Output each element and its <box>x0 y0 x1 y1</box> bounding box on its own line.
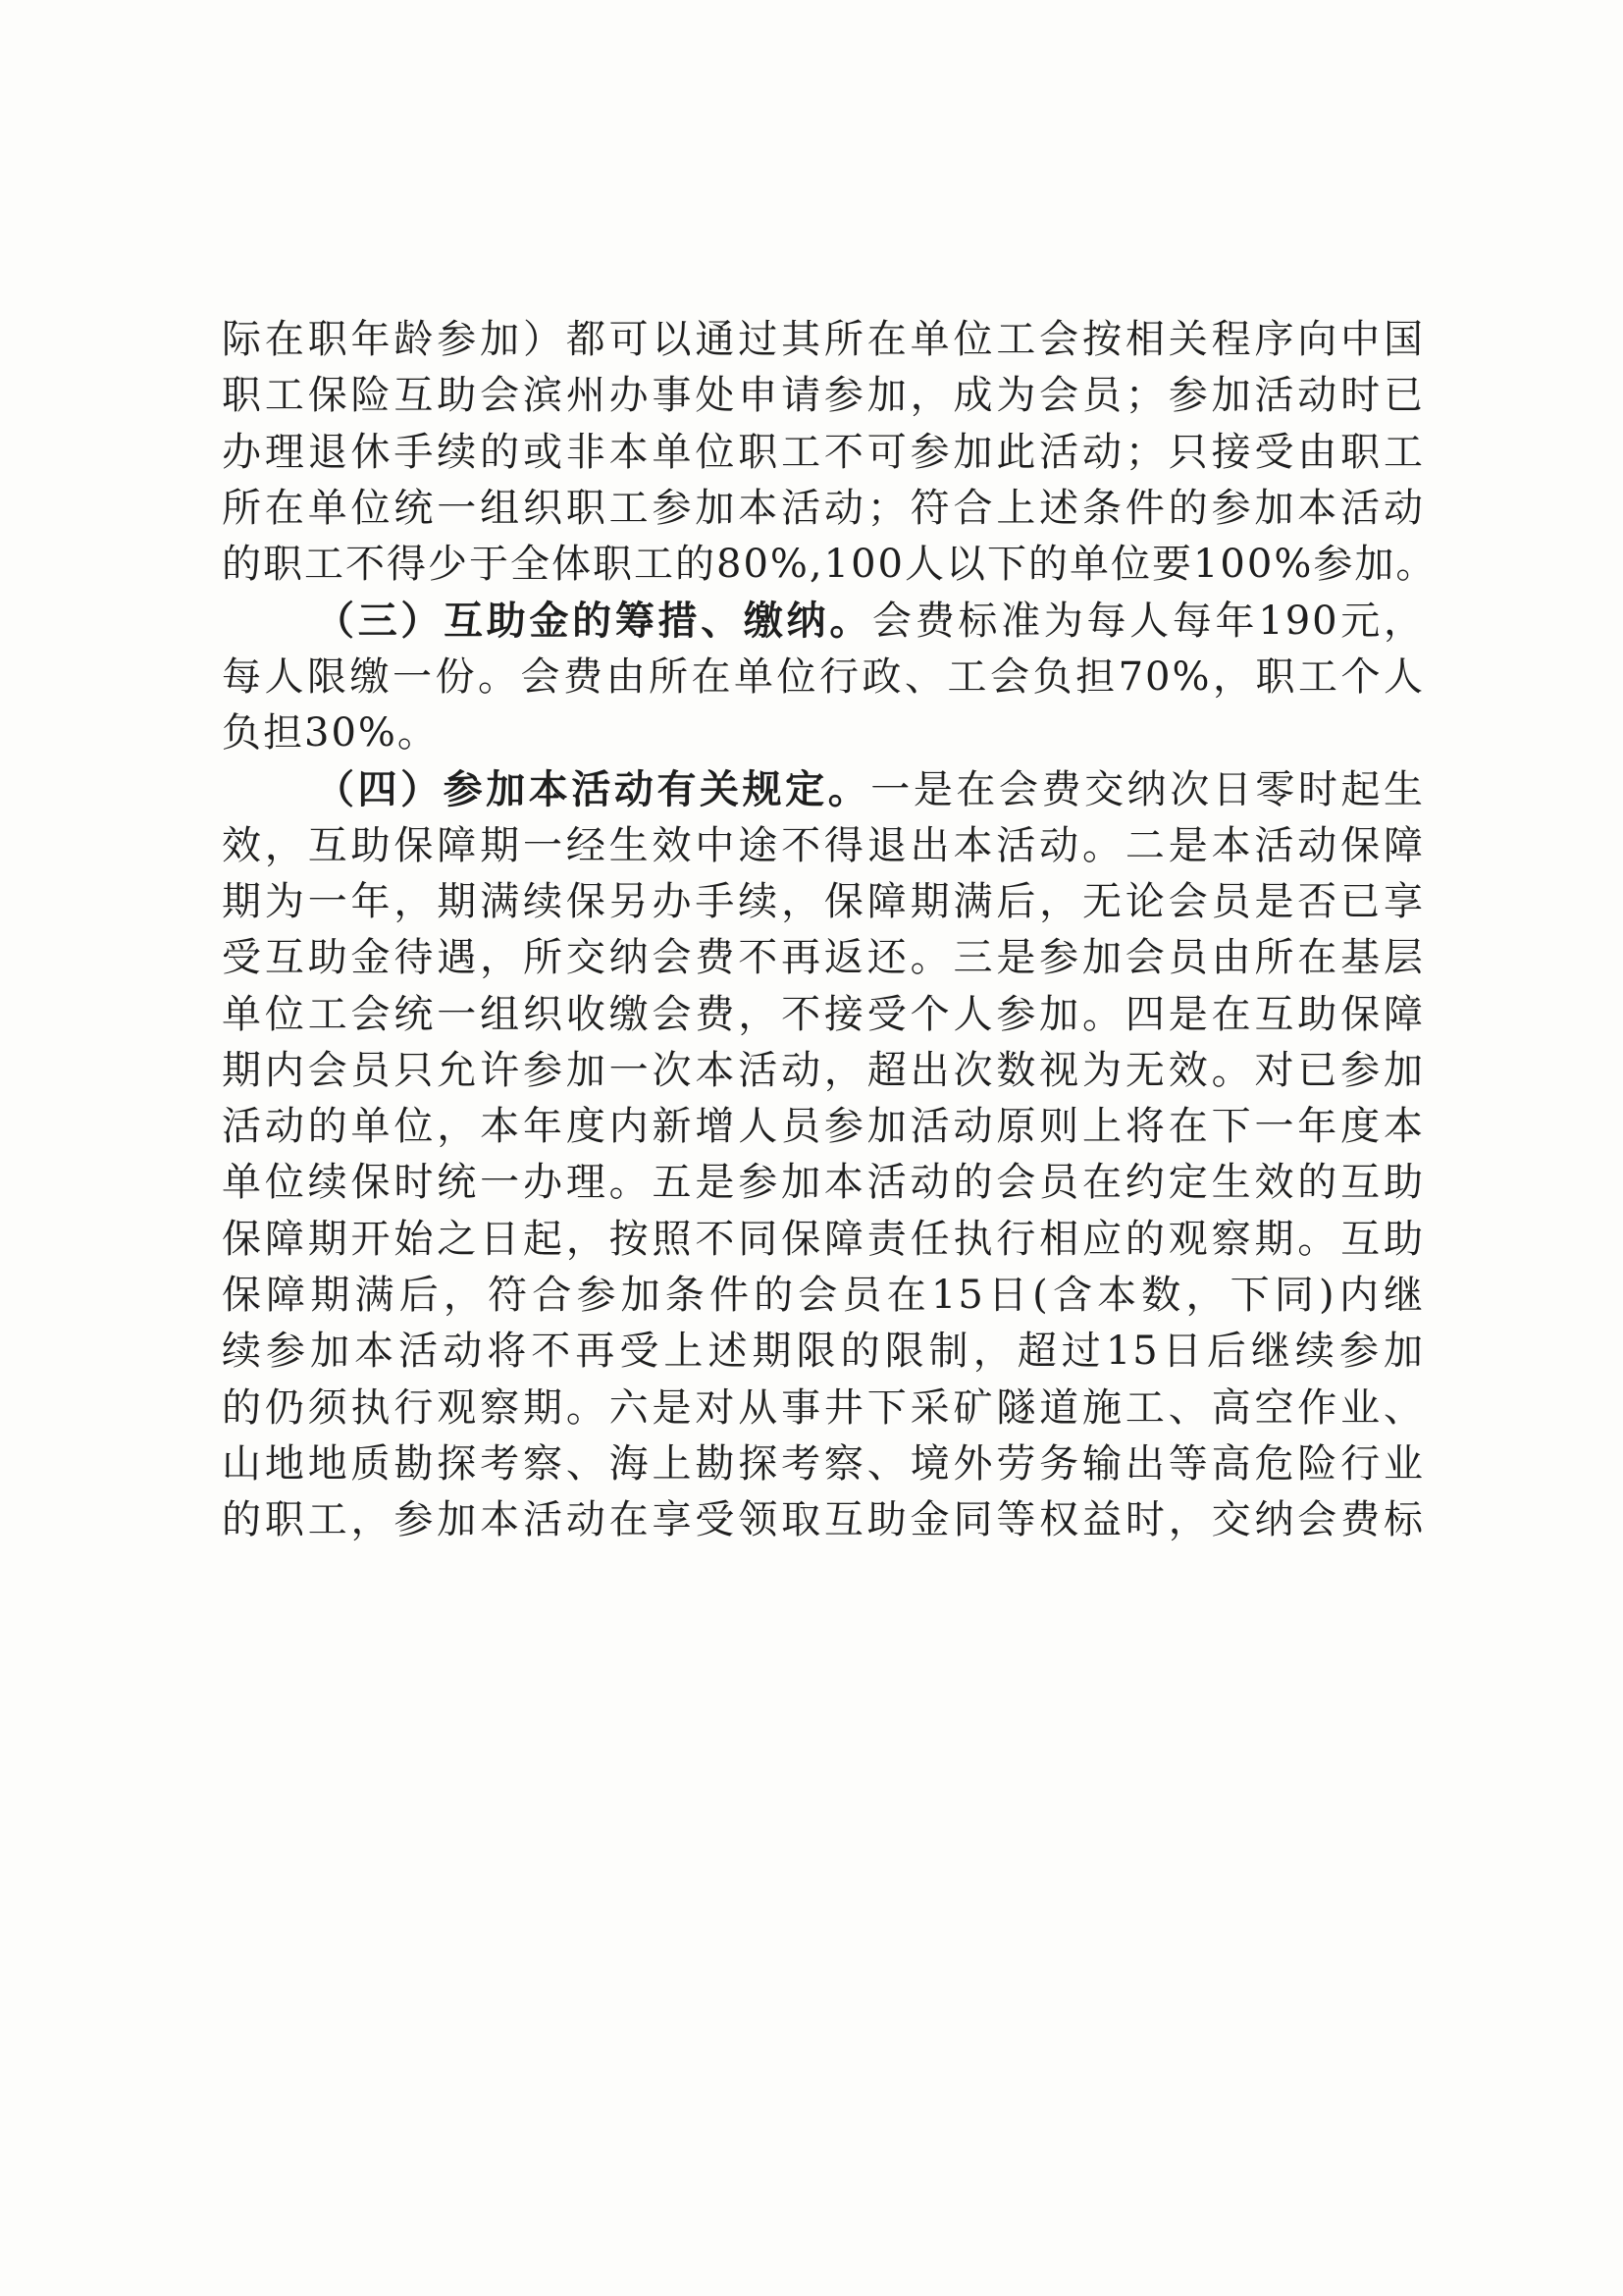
paragraph-regulations <box>222 761 1425 1548</box>
text-line: 际在职年龄参加）都可以通过其所在单位工会按相关程序向中国 <box>222 317 1425 362</box>
text-line: 受互助金待遇，所交纳会费不再返还。三是参加会员由所在基层 <box>222 935 1425 981</box>
section-heading: （四）参加本活动有关规定。 <box>315 766 871 813</box>
text-line: 所在单位统一组织职工参加本活动；符合上述条件的参加本活动 <box>222 485 1425 531</box>
paragraph-fund-raising <box>222 593 1425 761</box>
text-line: 的仍须执行观察期。六是对从事井下采矿隧道施工、高空作业、 <box>222 1384 1425 1431</box>
text-line: 期为一年，期满续保另办手续，保障期满后，无论会员是否已享 <box>222 878 1425 924</box>
text-line: 山地地质勘探考察、海上勘探考察、境外劳务输出等高危险行业 <box>222 1440 1425 1487</box>
text-line: 保障期满后，符合参加条件的会员在15日(含本数，下同)内继 <box>222 1273 1425 1319</box>
text-line: 效，互助保障期一经生效中途不得退出本活动。二是本活动保障 <box>222 822 1425 868</box>
paragraph-eligibility <box>222 312 1438 593</box>
text-line: 的职工不得少于全体职工的80%,100人以下的单位要100%参加。 <box>222 542 1438 588</box>
text-line: 办理退休手续的或非本单位职工不可参加此活动；只接受由职工 <box>222 429 1425 475</box>
text-line: 活动的单位，本年度内新增人员参加活动原则上将在下一年度本 <box>222 1104 1425 1150</box>
text-line: 的职工，参加本活动在享受领取互助金同等权益时，交纳会费标 <box>222 1497 1425 1543</box>
text-span: 会费标准为每人每年190元， <box>872 599 1425 645</box>
text-line <box>222 593 1425 649</box>
document-body <box>222 312 1438 1549</box>
text-line: 每人限缴一份。会费由所在单位行政、工会负担70%，职工个人 <box>222 653 1425 700</box>
text-line: 单位工会统一组织收缴会费，不接受个人参加。四是在互助保障 <box>222 991 1425 1037</box>
text-line: 续参加本活动将不再受上述期限的限制，超过15日后继续参加 <box>222 1329 1425 1375</box>
text-line: 保障期开始之日起，按照不同保障责任执行相应的观察期。互助 <box>222 1216 1425 1262</box>
text-line: 职工保险互助会滨州办事处申请参加，成为会员；参加活动时已 <box>222 373 1425 419</box>
text-line: 负担30%。 <box>222 710 439 757</box>
text-line: 单位续保时统一办理。五是参加本活动的会员在约定生效的互助 <box>222 1160 1425 1206</box>
text-line <box>222 761 1425 817</box>
section-heading: （三）互助金的筹措、缴纳。 <box>315 598 873 645</box>
text-line: 期内会员只允许参加一次本活动，超出次数视为无效。对已参加 <box>222 1047 1425 1093</box>
text-span: 一是在会费交纳次日零时起生 <box>870 767 1426 813</box>
